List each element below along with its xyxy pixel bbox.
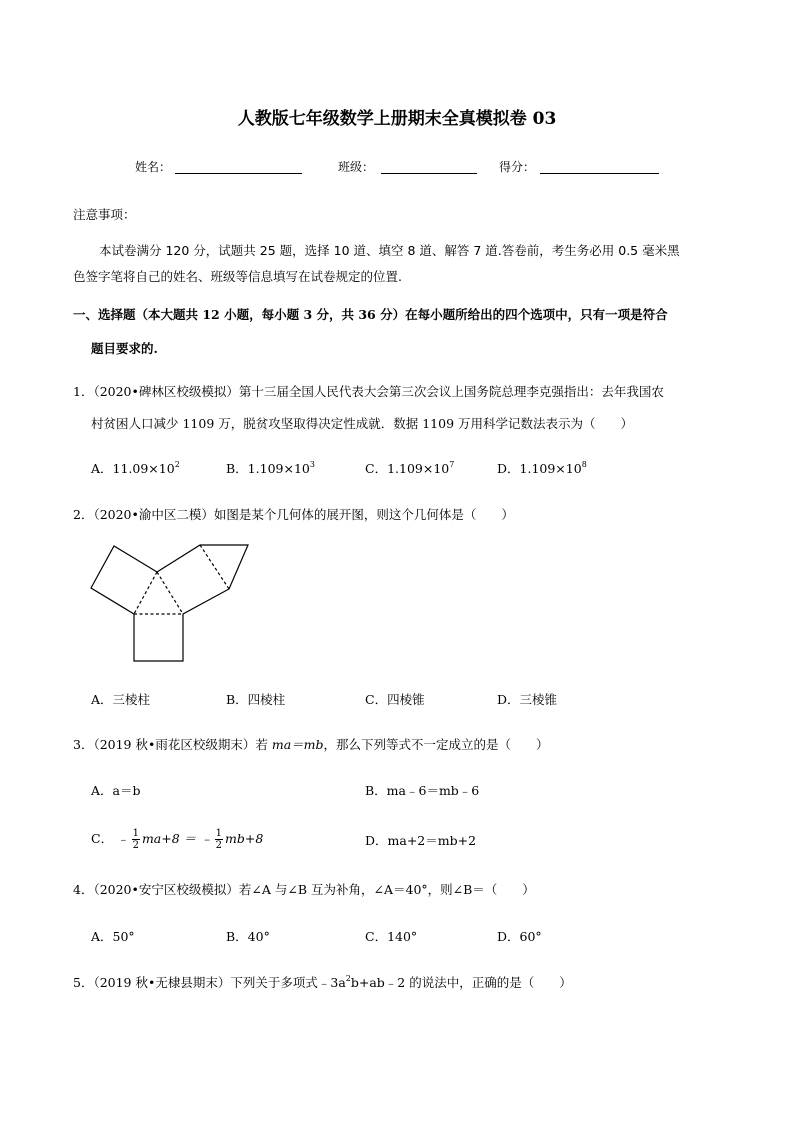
fraction-one-half: $\frac{1}{2}$ [132, 828, 139, 851]
q2-option-c[interactable]: C．四棱锥 [365, 692, 425, 707]
section-heading-line1: 一、选择题（本大题共 12 小题，每小题 3 分，共 36 分）在每小题所给出的四个选项中，只有一项是符合 [73, 307, 668, 322]
notice-line1: 本试卷满分 120 分，试题共 25 题，选择 10 道、填空 8 道、解答 7 道.答卷前，考生务必用 0.5 毫米黑 [99, 243, 680, 258]
question-1-line2: 村贫困人口减少 1109 万，脱贫攻坚取得决定性成就．数据 1109 万用科学记数法表示为（ ） [91, 416, 634, 431]
section-heading-line2: 题目要求的. [91, 341, 158, 356]
question-1-line1: 1．（2020•碑林区校级模拟）第十三届全国人民代表大会第三次会议上国务院总理李克强指出：去年我国农 [73, 384, 664, 399]
name-label: 姓名： [135, 160, 172, 174]
q4-option-a[interactable]: A．50° [91, 929, 135, 944]
fold-lines [134, 545, 229, 614]
q4-option-d[interactable]: D．60° [497, 929, 542, 944]
net-outline [91, 545, 248, 661]
q3-option-d[interactable]: D．ma+2＝mb+2 [365, 833, 477, 848]
q3-option-b[interactable]: B．ma﹣6＝mb﹣6 [365, 783, 480, 798]
fraction-one-half: $\frac{1}{2}$ [215, 828, 223, 851]
notice-line2: 色签字笔将自己的姓名、班级等信息填写在试卷规定的位置. [73, 269, 402, 284]
q1-option-c[interactable]: C．$1.109\times 10^7$ [365, 460, 455, 476]
notice-heading: 注意事项： [73, 207, 136, 222]
q2-option-b[interactable]: B．四棱柱 [226, 692, 286, 707]
q1-option-b[interactable]: B．$1.109\times 10^3$ [226, 460, 315, 476]
page-title: 人教版七年级数学上册期末全真模拟卷 03 [237, 109, 557, 129]
q1-option-d[interactable]: D．$1.109\times 10^8$ [497, 460, 587, 476]
q3-option-a[interactable]: A．a＝b [91, 783, 141, 798]
q3-option-c[interactable]: C． ﹣ $\frac{1}{2}$ ma+8 ＝ ﹣ $\frac{1}{2}$ mb+8 [91, 828, 264, 851]
name-field[interactable] [175, 173, 302, 174]
net-figure [88, 540, 258, 665]
q4-option-b[interactable]: B．40° [226, 929, 270, 944]
score-label: 得分： [499, 160, 536, 174]
q1-option-a[interactable]: A．$11.09\times 10^2$ [91, 460, 180, 476]
question-3-stem: 3．（2019 秋•雨花区校级期末）若 ma＝mb，那么下列等式不一定成立的是（ ） [73, 737, 549, 752]
class-field[interactable] [381, 173, 477, 174]
question-5-stem: 5．（2019 秋•无棣县期末）下列关于多项式$﹣3a^2b+ab﹣2$ 的说法中，正确的是（ ） [73, 974, 572, 990]
question-2-line1: 2．（2020•渝中区二模）如图是某个几何体的展开图，则这个几何体是（ ） [73, 507, 514, 522]
q4-option-c[interactable]: C．140° [365, 929, 418, 944]
q2-option-d[interactable]: D．三棱锥 [497, 692, 558, 707]
question-4-stem: 4．（2020•安宁区校级模拟）若∠A 与∠B 互为补角，∠A＝40°，则∠B＝（ ） [73, 882, 535, 897]
q2-option-a[interactable]: A．三棱柱 [91, 692, 151, 707]
score-field[interactable] [540, 173, 659, 174]
class-label: 班级： [338, 160, 375, 174]
